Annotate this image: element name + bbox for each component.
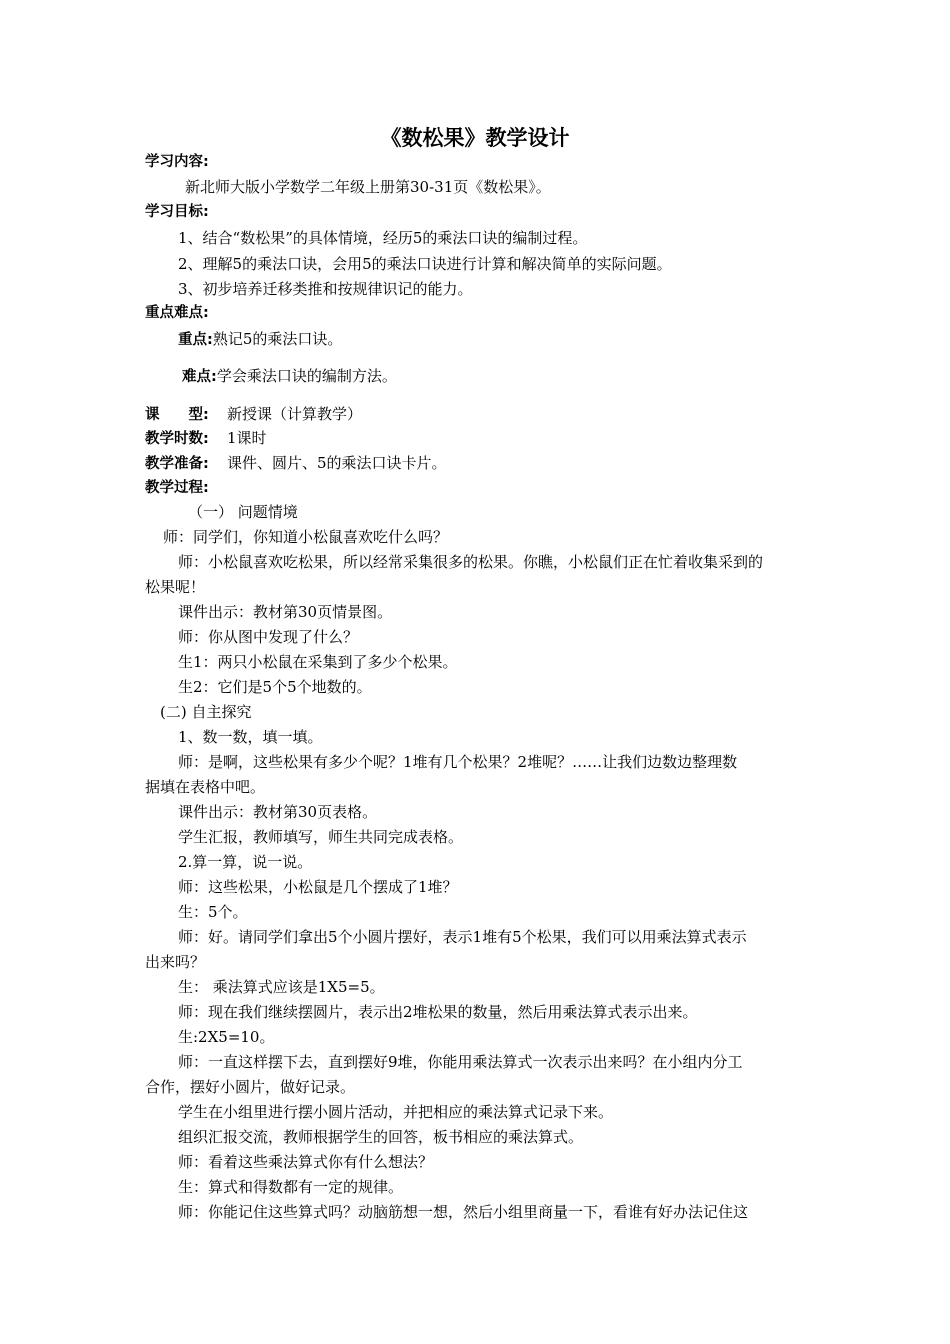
difficulty-line bbox=[182, 366, 397, 387]
key-point-label: 重点: bbox=[178, 332, 213, 348]
paragraph: 师：一直这样摆下去，直到摆好9堆，你能用乘法算式一次表示出来吗？在小组内分工 bbox=[178, 1053, 743, 1071]
lesson-type-line bbox=[145, 404, 362, 425]
goal-item: 3、初步培养迁移类推和按规律识记的能力。 bbox=[178, 280, 473, 298]
teaching-hours-label: 教学时数: bbox=[145, 431, 209, 447]
teaching-prep-text: 课件、圆片、5的乘法口诀卡片。 bbox=[227, 454, 447, 472]
teaching-prep-line bbox=[145, 453, 447, 474]
paragraph: 学生在小组里进行摆小圆片活动，并把相应的乘法算式记录下来。 bbox=[178, 1103, 614, 1121]
paragraph-continued: 松果呢！ bbox=[145, 578, 206, 596]
paragraph: 师：小松鼠喜欢吃松果，所以经常采集很多的松果。你瞧，小松鼠们正在忙着收集采到的 bbox=[178, 553, 764, 571]
lesson-type-label: 课 型: bbox=[145, 407, 209, 423]
paragraph-continued: 据填在表格中吧。 bbox=[145, 778, 266, 796]
teaching-hours-line bbox=[145, 428, 267, 449]
paragraph: 师：好。请同学们拿出5个小圆片摆好，表示1堆有5个松果，我们可以用乘法算式表示 bbox=[178, 928, 747, 946]
part1-title: （一） 问题情境 bbox=[188, 503, 298, 521]
page-title: 《数松果》教学设计 bbox=[380, 126, 570, 150]
learning-content-heading: 学习内容: bbox=[145, 154, 209, 170]
learning-content-text: 新北师大版小学数学二年级上册第30-31页《数松果》。 bbox=[185, 178, 551, 196]
paragraph: 2.算一算，说一说。 bbox=[178, 853, 313, 871]
paragraph: 学生汇报，教师填写，师生共同完成表格。 bbox=[178, 828, 464, 846]
teaching-prep-label: 教学准备: bbox=[145, 456, 209, 472]
goal-item: 1、结合“数松果”的具体情境，经历5的乘法口诀的编制过程。 bbox=[178, 229, 588, 247]
paragraph-continued: 出来吗？ bbox=[145, 953, 206, 971]
key-difficulty-heading: 重点难点: bbox=[145, 305, 209, 321]
paragraph: 师：这些松果，小松鼠是几个摆成了1堆？ bbox=[178, 878, 458, 896]
paragraph: 师：同学们，你知道小松鼠喜欢吃什么吗？ bbox=[163, 528, 449, 546]
difficulty-text: 学会乘法口诀的编制方法。 bbox=[216, 367, 397, 385]
paragraph: 生：算式和得数都有一定的规律。 bbox=[178, 1178, 404, 1196]
paragraph: 课件出示：教材第30页情景图。 bbox=[178, 603, 393, 621]
part2-title: (二) 自主探究 bbox=[160, 703, 252, 721]
paragraph: 师：你能记住这些算式吗？动脑筋想一想，然后小组里商量一下，看谁有好办法记住这 bbox=[178, 1203, 749, 1221]
paragraph: 生2：它们是5个5个地数的。 bbox=[178, 678, 372, 696]
paragraph: 生：5个。 bbox=[178, 903, 248, 921]
learning-goals-heading: 学习目标: bbox=[145, 204, 209, 220]
paragraph: 生： 乘法算式应该是1X5=5。 bbox=[178, 978, 385, 996]
paragraph: 师：看着这些乘法算式你有什么想法？ bbox=[178, 1153, 434, 1171]
paragraph: 生:2X5=10。 bbox=[178, 1028, 275, 1046]
key-point-line bbox=[178, 329, 342, 350]
paragraph: 课件出示：教材第30页表格。 bbox=[178, 803, 378, 821]
teaching-hours-text: 1课时 bbox=[227, 429, 267, 447]
paragraph: 生1：两只小松鼠在采集到了多少个松果。 bbox=[178, 653, 458, 671]
paragraph: 师：你从图中发现了什么？ bbox=[178, 628, 359, 646]
paragraph: 师：现在我们继续摆圆片，表示出2堆松果的数量，然后用乘法算式表示出来。 bbox=[178, 1003, 698, 1021]
teaching-process-heading: 教学过程: bbox=[145, 480, 209, 496]
lesson-type-text: 新授课（计算教学） bbox=[227, 405, 363, 423]
goal-item: 2、理解5的乘法口诀，会用5的乘法口诀进行计算和解决简单的实际问题。 bbox=[178, 255, 672, 273]
paragraph-continued: 合作，摆好小圆片，做好记录。 bbox=[145, 1078, 356, 1096]
paragraph: 1、数一数，填一填。 bbox=[178, 728, 323, 746]
difficulty-label: 难点: bbox=[182, 369, 217, 385]
paragraph: 师：是啊，这些松果有多少个呢？1堆有几个松果？2堆呢？……让我们边数边整理数 bbox=[178, 753, 738, 771]
key-point-text: 熟记5的乘法口诀。 bbox=[212, 330, 343, 348]
paragraph: 组织汇报交流，教师根据学生的回答，板书相应的乘法算式。 bbox=[178, 1128, 584, 1146]
